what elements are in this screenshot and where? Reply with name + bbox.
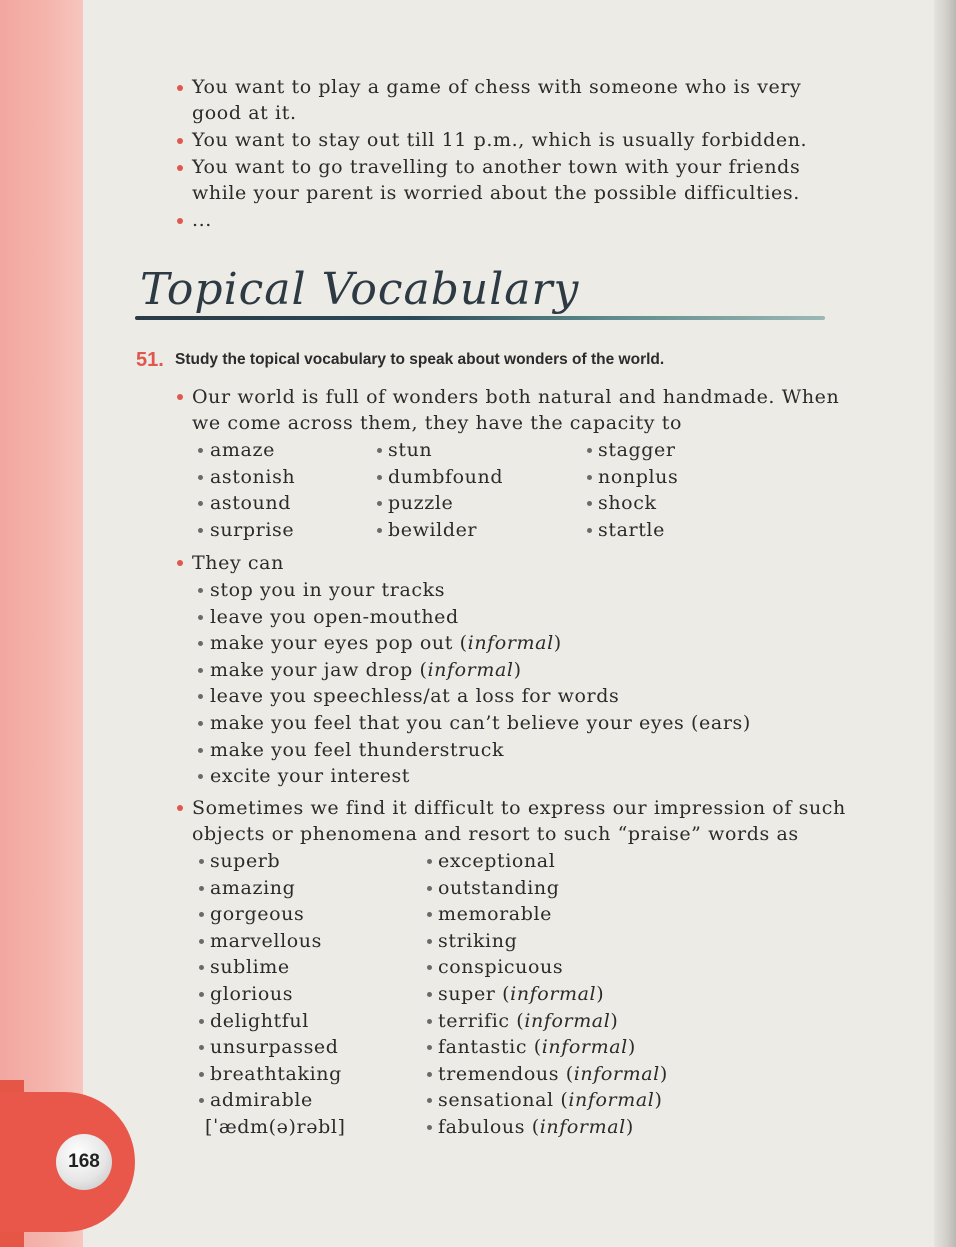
- sub-bullet-icon: [198, 615, 203, 620]
- praise-word: marvellous: [210, 929, 322, 952]
- vocabulary-word: nonplus: [598, 466, 679, 488]
- vocabulary-phrase: leave you speechless/at a loss for words: [210, 685, 620, 708]
- vocabulary-word: shock: [598, 492, 657, 514]
- vocabulary-phrase: make your jaw drop (informal): [210, 658, 522, 681]
- sub-bullet-icon: [199, 1072, 204, 1077]
- praise-word: gorgeous: [210, 903, 305, 926]
- sub-bullet-icon: [198, 641, 203, 646]
- sub-bullet-icon: [427, 1045, 432, 1050]
- section-title-underline: [135, 316, 825, 320]
- praise-word: amazing: [210, 876, 296, 899]
- sub-bullet-icon: [587, 528, 592, 533]
- sub-bullet-icon: [199, 939, 204, 944]
- praise-word: conspicuous: [438, 956, 564, 979]
- paragraph-text: They can: [192, 552, 284, 574]
- vocabulary-word: bewilder: [388, 519, 478, 541]
- sub-bullet-icon: [199, 965, 204, 970]
- sub-bullet-icon: [377, 475, 382, 480]
- bullet-icon: [177, 805, 183, 811]
- sub-bullet-icon: [199, 992, 204, 997]
- paragraph-text: objects or phenomena and resort to such “praise” words as: [192, 823, 799, 845]
- sub-bullet-icon: [199, 912, 204, 917]
- vocabulary-phrase: make your eyes pop out (informal): [210, 632, 562, 655]
- sub-bullet-icon: [377, 448, 382, 453]
- sub-bullet-icon: [199, 1019, 204, 1024]
- sub-bullet-icon: [198, 448, 203, 453]
- praise-word: unsurpassed: [210, 1036, 339, 1059]
- vocabulary-phrase: make you feel that you can’t believe your eyes (ears): [210, 712, 751, 734]
- vocabulary-phrase: make you feel thunderstruck: [210, 738, 505, 761]
- sub-bullet-icon: [198, 694, 203, 699]
- task-number: 51.: [136, 349, 164, 371]
- sub-bullet-icon: [427, 1072, 432, 1077]
- intro-bullet-text: You want to go travelling to another town with your friends: [192, 156, 801, 178]
- page-number: 168: [56, 1134, 112, 1190]
- sub-bullet-icon: [587, 448, 592, 453]
- vocabulary-word: amaze: [210, 439, 275, 461]
- intro-bullet-text: ...: [192, 209, 212, 231]
- praise-word: glorious: [210, 983, 294, 1005]
- vocabulary-phrase: stop you in your tracks: [210, 579, 446, 601]
- sub-bullet-icon: [427, 939, 432, 944]
- praise-word: delightful: [210, 1009, 309, 1032]
- praise-word: sensational (informal): [438, 1089, 663, 1112]
- task-instruction: Study the topical vocabulary to speak about wonders of the world.: [175, 351, 665, 368]
- praise-word: superb: [210, 850, 281, 872]
- bullet-icon: [177, 218, 183, 224]
- sub-bullet-icon: [587, 475, 592, 480]
- sub-bullet-icon: [198, 475, 203, 480]
- sub-bullet-icon: [377, 501, 382, 506]
- sub-bullet-icon: [199, 1045, 204, 1050]
- praise-word: exceptional: [438, 850, 556, 872]
- intro-bullet-text: good at it.: [192, 102, 297, 124]
- sub-bullet-icon: [427, 965, 432, 970]
- sub-bullet-icon: [427, 886, 432, 891]
- praise-word: striking: [438, 929, 518, 952]
- vocabulary-phrase: excite your interest: [210, 765, 411, 788]
- vocabulary-phrase: leave you open-mouthed: [210, 605, 459, 628]
- bullet-icon: [177, 560, 183, 566]
- sub-bullet-icon: [199, 859, 204, 864]
- praise-word: memorable: [438, 903, 553, 926]
- sub-bullet-icon: [199, 1098, 204, 1103]
- paragraph-text: we come across them, they have the capacity to: [192, 412, 683, 434]
- praise-word: outstanding: [438, 876, 560, 899]
- bullet-icon: [177, 394, 183, 400]
- sub-bullet-icon: [198, 721, 203, 726]
- sub-bullet-icon: [198, 528, 203, 533]
- intro-bullet-text: while your parent is worried about the possible difficulties.: [192, 182, 800, 204]
- vocabulary-word: stagger: [598, 439, 676, 461]
- sub-bullet-icon: [427, 992, 432, 997]
- praise-word: admirable: [210, 1089, 313, 1112]
- sub-bullet-icon: [198, 748, 203, 753]
- sub-bullet-icon: [198, 501, 203, 506]
- sub-bullet-icon: [427, 1098, 432, 1103]
- paragraph-text: Sometimes we find it difficult to express our impression of such: [192, 797, 846, 819]
- praise-word: sublime: [210, 956, 290, 979]
- vocabulary-word: startle: [598, 519, 665, 541]
- sub-bullet-icon: [198, 774, 203, 779]
- praise-word: tremendous (informal): [438, 1062, 668, 1085]
- transcription-text: [ˈædm(ə)rəbl]: [205, 1116, 346, 1138]
- vocabulary-word: surprise: [210, 519, 295, 541]
- vocabulary-word: astound: [210, 492, 291, 514]
- section-title: Topical Vocabulary: [140, 264, 580, 315]
- sub-bullet-icon: [427, 859, 432, 864]
- vocabulary-word: puzzle: [388, 492, 454, 514]
- praise-word: breathtaking: [210, 1062, 342, 1085]
- bullet-icon: [177, 138, 183, 144]
- praise-word: terrific (informal): [438, 1009, 619, 1032]
- praise-word: fabulous (informal): [438, 1116, 634, 1138]
- sub-bullet-icon: [427, 912, 432, 917]
- sub-bullet-icon: [377, 528, 382, 533]
- paragraph-text: Our world is full of wonders both natural and handmade. When: [192, 386, 840, 408]
- sub-bullet-icon: [198, 588, 203, 593]
- vocabulary-word: dumbfound: [388, 466, 504, 488]
- sub-bullet-icon: [427, 1019, 432, 1024]
- sub-bullet-icon: [587, 501, 592, 506]
- sub-bullet-icon: [427, 1125, 432, 1130]
- sub-bullet-icon: [198, 668, 203, 673]
- sub-bullet-icon: [199, 886, 204, 891]
- bullet-icon: [177, 85, 183, 91]
- vocabulary-word: astonish: [210, 466, 296, 488]
- intro-bullet-text: You want to play a game of chess with someone who is very: [192, 76, 802, 98]
- praise-word: super (informal): [438, 983, 605, 1005]
- vocabulary-word: stun: [388, 439, 433, 461]
- intro-bullet-text: You want to stay out till 11 p.m., which is usually forbidden.: [192, 129, 808, 151]
- bullet-icon: [177, 165, 183, 171]
- praise-word: fantastic (informal): [438, 1036, 636, 1059]
